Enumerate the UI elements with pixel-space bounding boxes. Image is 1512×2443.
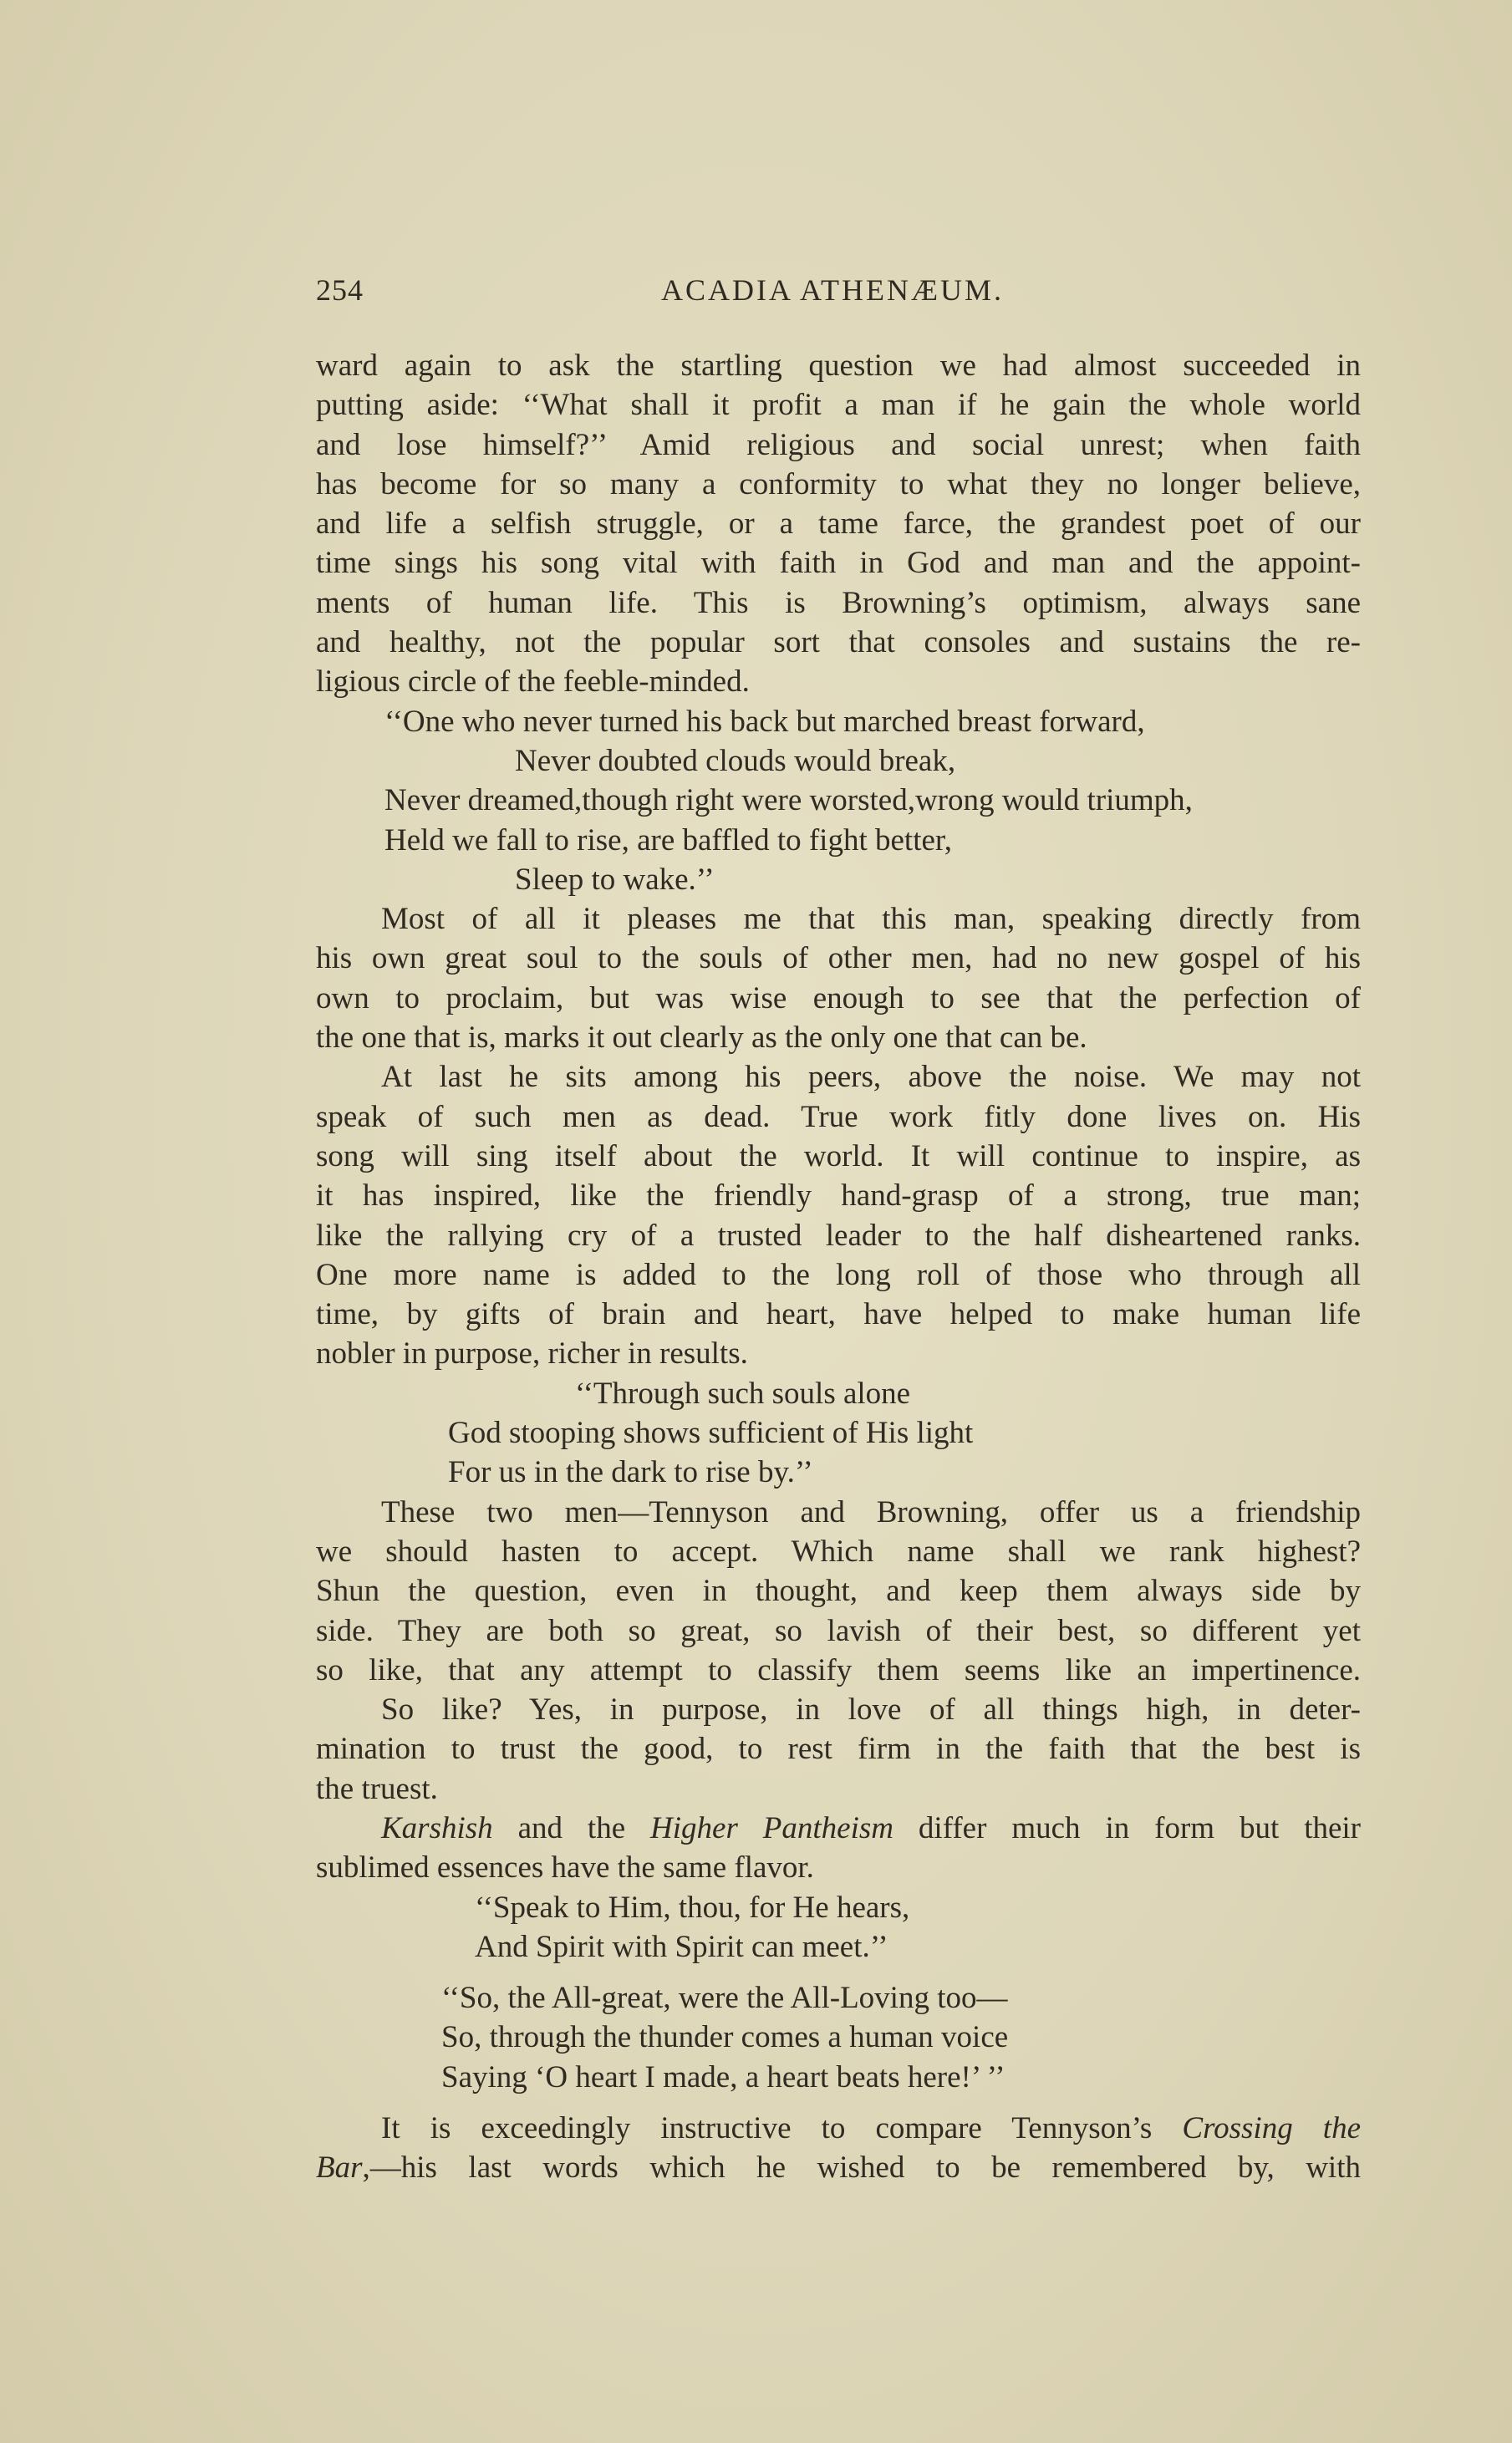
running-title: ACADIA ATHENÆUM. [661, 273, 1005, 307]
article-body [316, 346, 1361, 2188]
text-line: his own great soul to the souls of other men, had no new gospel of his [316, 941, 1361, 976]
lead-text: It is exceedingly instructive to compare Tennyson’s [381, 2111, 1183, 2146]
poem-quote-speak-to-him [316, 1888, 1361, 1967]
paragraph-crossing-the-bar [316, 2109, 1361, 2188]
poem-line: Saying ‘O heart I made, a heart beats here!’ ’’ [441, 2059, 1005, 2094]
text-line: has become for so many a conformity to what they no longer believe, [316, 466, 1361, 501]
paragraph-no-new-gospel [316, 899, 1361, 1057]
text-line: song will sing itself about the world. It will continue to inspire, as [316, 1138, 1361, 1173]
page-number: 254 [316, 273, 364, 307]
poem-line: ‘‘Speak to Him, thou, for He hears, [475, 1890, 910, 1925]
text-line: the one that is, marks it out clearly as the only one that can be. [316, 1020, 1087, 1056]
text-line: putting aside: ‘‘What shall it profit a man if he gain the whole world [316, 388, 1361, 423]
poem-line: ‘‘So, the All-great, were the All-Loving too— [441, 1981, 1008, 2016]
paragraph-karshish [316, 1809, 1361, 1888]
text-line: so like, that any attempt to classify them seems like an impertinence. [316, 1652, 1361, 1687]
paragraph-among-peers [316, 1057, 1361, 1373]
poem-line: Never dreamed,though right were worsted,wrong would triumph, [384, 783, 1193, 818]
page-header [316, 272, 1361, 314]
text-line: and life a selfish struggle, or a tame farce, the grandest poet of our [316, 506, 1361, 542]
text-line: ments of human life. This is Browning’s optimism, always sane [316, 585, 1361, 620]
text-line: time, by gifts of brain and heart, have helped to make human life [316, 1297, 1361, 1332]
text-line: These two men—Tennyson and Browning, offer us a friendship [381, 1494, 1361, 1529]
poem-line: For us in the dark to rise by.’’ [448, 1455, 813, 1490]
text-line: own to proclaim, but was wise enough to see that the perfection of [316, 980, 1361, 1015]
text-line [316, 1809, 1361, 1848]
text-line: ward again to ask the startling question we had almost succeeded in [316, 349, 1361, 383]
paragraph-so-like [316, 1690, 1361, 1809]
text-line: sublimed essences have the same flavor. [316, 1850, 814, 1886]
text-line: mination to trust the good, to rest firm in the faith that the best is [316, 1732, 1361, 1767]
poem-line: So, through the thunder comes a human voice [441, 2020, 1009, 2055]
paragraph-browning-optimism [316, 346, 1361, 702]
poem-line: Never doubted clouds would break, [515, 743, 956, 778]
text-line: At last he sits among his peers, above the noise. We may not [381, 1060, 1361, 1095]
poem-line: Sleep to wake.’’ [515, 862, 715, 897]
text-line: Shun the question, even in thought, and keep them always side by [316, 1574, 1361, 1609]
poem-line: Held we fall to rise, are baffled to fight better, [384, 822, 952, 858]
text-line [316, 2109, 1361, 2148]
poem-quote-epilogue [316, 702, 1361, 899]
continuation-text: differ much in form but their [893, 1810, 1361, 1845]
text-line: side. They are both so great, so lavish of their best, so different yet [316, 1613, 1361, 1648]
text-line: we should hasten to accept. Which name shall we rank highest? [316, 1534, 1361, 1569]
text-line: So like? Yes, in purpose, in love of all things high, in deter- [381, 1692, 1361, 1728]
text-line: nobler in purpose, richer in results. [316, 1336, 748, 1372]
text-line: and healthy, not the popular sort that consoles and sustains the re- [316, 625, 1361, 660]
text-line: it has inspired, like the friendly hand-grasp of a strong, true man; [316, 1178, 1361, 1214]
poem-quote-through-such-souls [316, 1374, 1361, 1493]
title-karshish: Karshish [381, 1810, 493, 1845]
text-line: ligious circle of the feeble-minded. [316, 664, 750, 700]
text-line: One more name is added to the long roll of those who through all [316, 1257, 1361, 1292]
text-line [316, 2148, 1361, 2187]
text-line: like the rallying cry of a trusted leader to the half disheartened ranks. [316, 1218, 1361, 1253]
poem-line: ‘‘Through such souls alone [575, 1376, 911, 1411]
text-line: time sings his song vital with faith in God and man and the appoint- [316, 546, 1361, 581]
stanza-gap [316, 1967, 1361, 1978]
poem-line: ‘‘One who never turned his back but marched breast forward, [384, 704, 1145, 739]
text-line: the truest. [316, 1771, 438, 1806]
poem-line: And Spirit with Spirit can meet.’’ [475, 1929, 888, 1964]
text-line: speak of such men as dead. True work fitly done lives on. His [316, 1099, 1361, 1134]
poem-quote-all-great [316, 1978, 1361, 2097]
paragraph-two-men [316, 1493, 1361, 1690]
poem-line: God stooping shows sufficient of His light [448, 1416, 974, 1451]
title-higher-pantheism: Higher Pantheism [650, 1810, 893, 1845]
text-line: and lose himself?’’ Amid religious and social unrest; when faith [316, 427, 1361, 462]
stanza-gap [316, 2097, 1361, 2109]
text-line: Most of all it pleases me that this man, speaking directly from [381, 902, 1361, 937]
title-bar: Bar [316, 2150, 363, 2186]
connector-text: and the [492, 1810, 651, 1845]
continuation-text: ,—his last words which he wished to be remembered by, with [362, 2150, 1361, 2186]
title-crossing-the-bar: Crossing the [1182, 2111, 1362, 2146]
